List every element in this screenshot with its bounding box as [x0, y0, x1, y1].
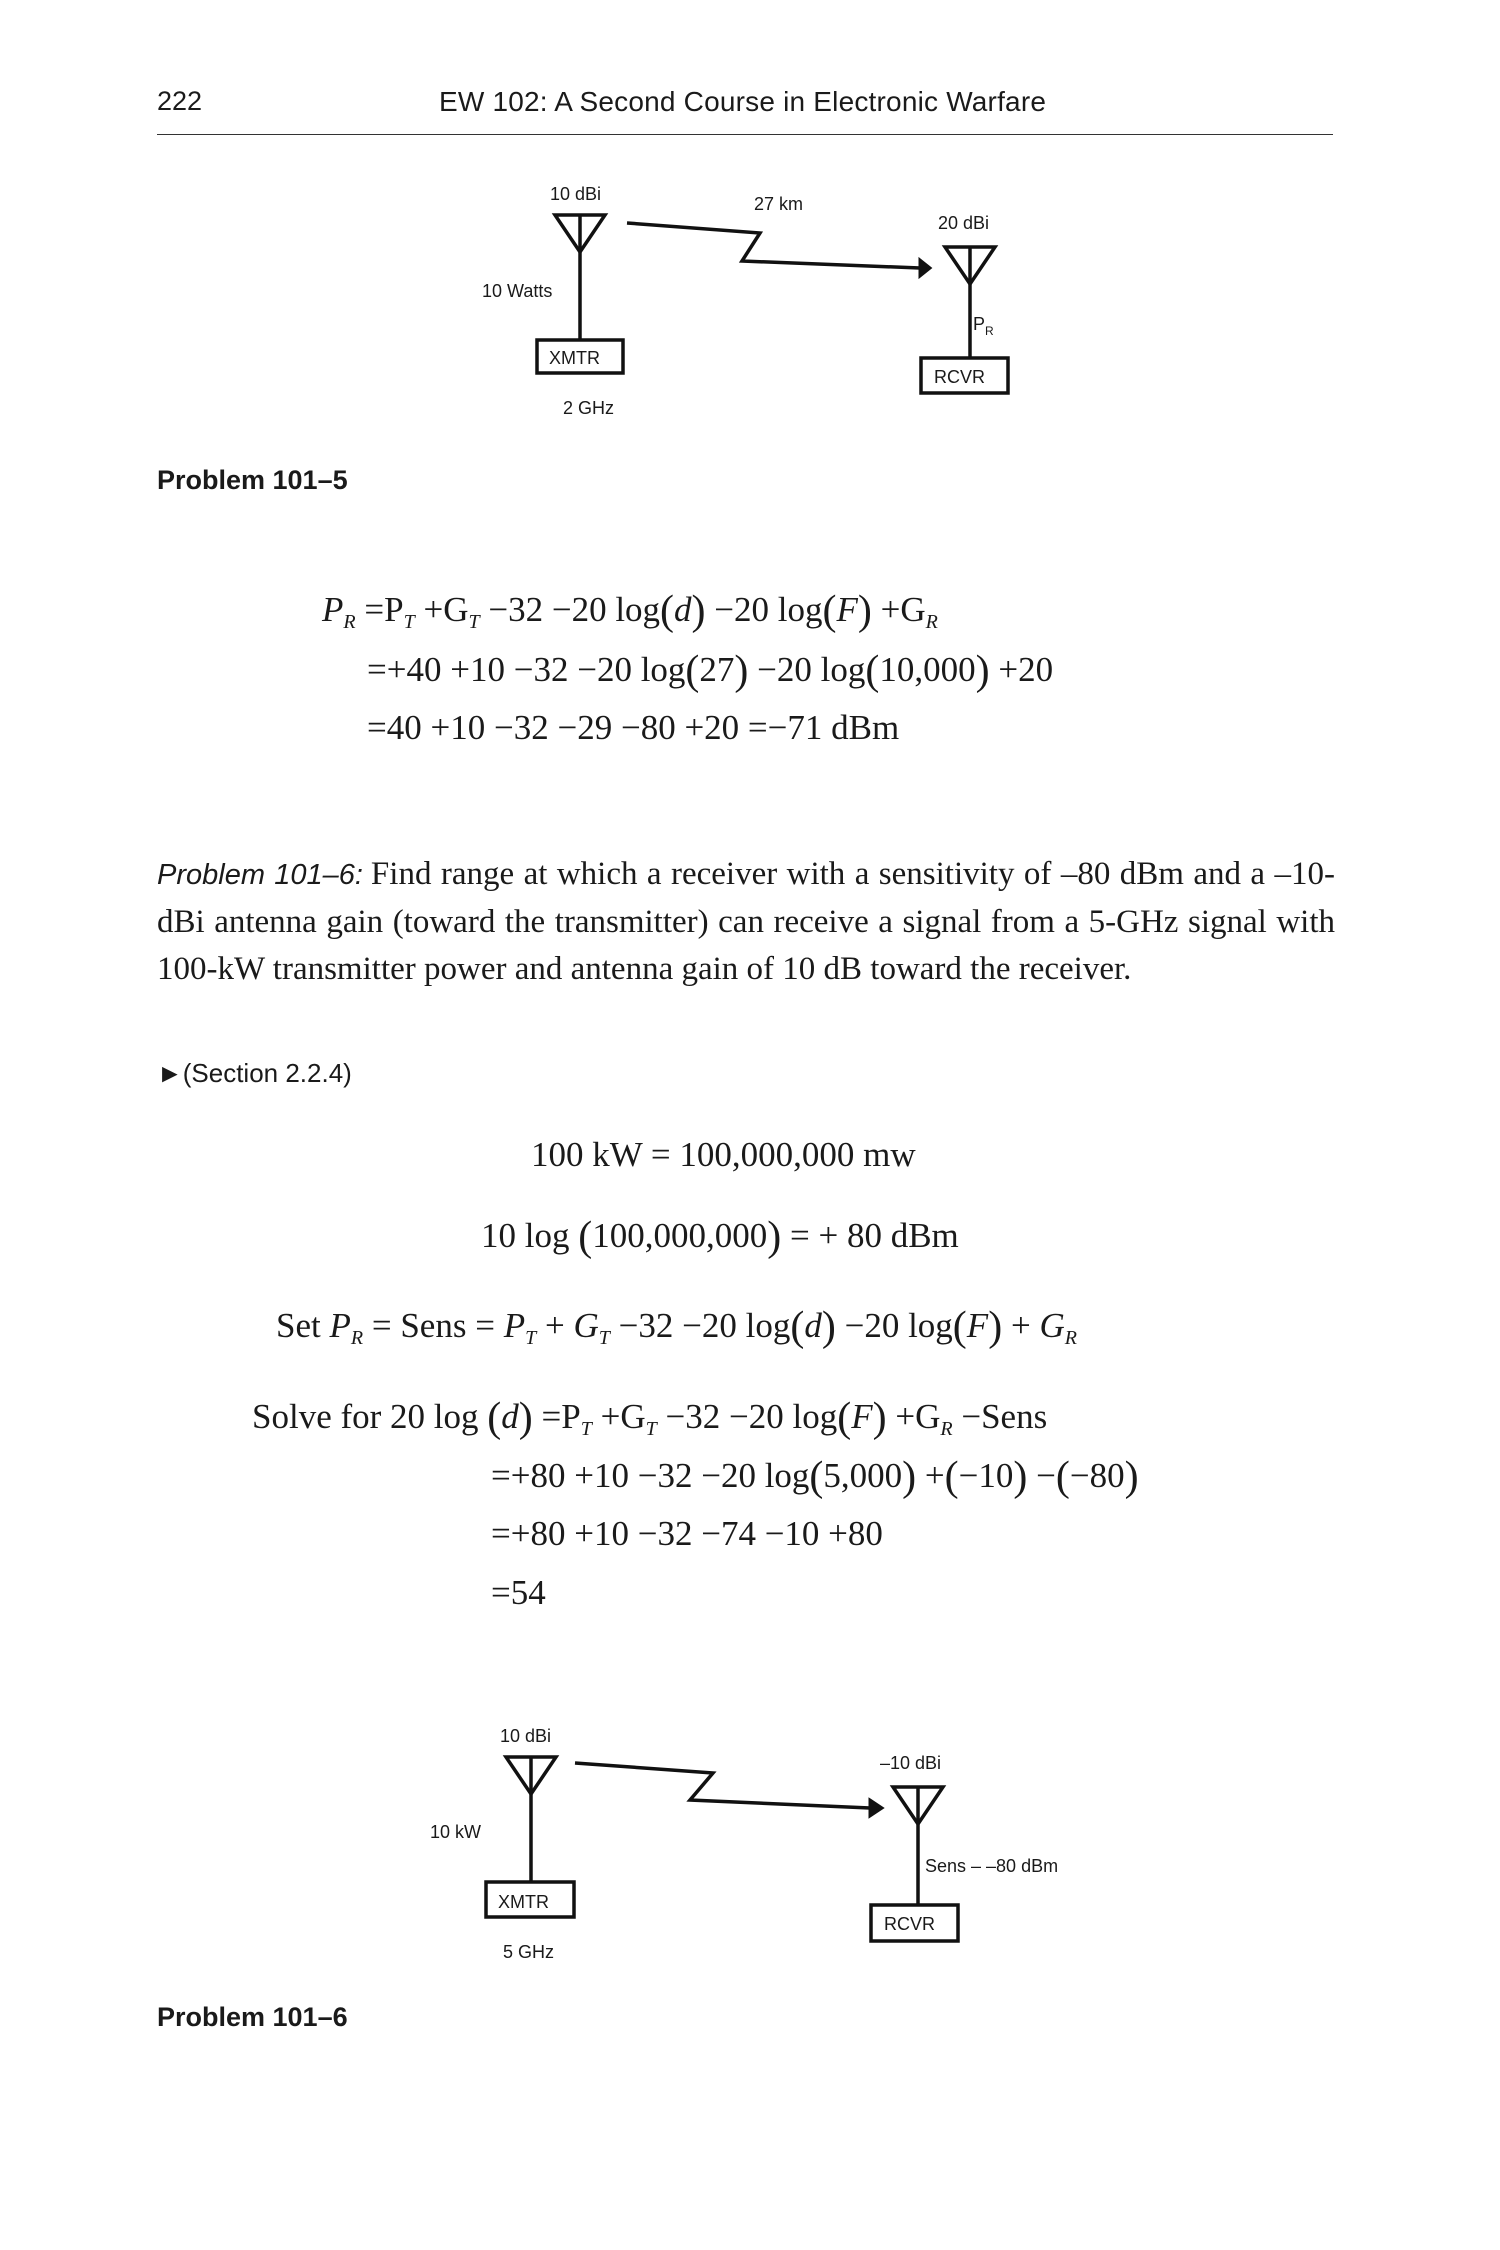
equation-101-5-line-3: =40 +10 −32 −29 −80 +20 =−71 dBm: [367, 708, 900, 747]
distance-label: 27 km: [754, 194, 804, 214]
header-rule: [157, 134, 1333, 135]
signal-arrow-icon: [920, 260, 930, 276]
frequency-label: 2 GHz: [563, 398, 615, 418]
equation-101-6-line-6: =+80 +10 −32 −74 −10 +80: [491, 1514, 883, 1553]
link-diagram-problem-6: [420, 1720, 1080, 1970]
equation-101-6-line-4: Solve for 20 $\log (d) =P_T +G_T -32 -20$ $\log(F) +G_R$ −Sens: [252, 1395, 1048, 1441]
running-title: EW 102: A Second Course in Electronic Warfare: [439, 86, 1047, 117]
page-number: 222: [157, 86, 203, 116]
equation-101-6-line-5: =+80 +10 −32 −20 log(5,000) +(−10) −(−80): [491, 1454, 1139, 1500]
tx-gain-label: 10 dBi: [550, 184, 602, 204]
signal-path: [575, 1763, 870, 1808]
signal-path: [627, 223, 920, 268]
equation-101-5-line-2: =+40 +10 −32 −20 log(27) −20 log(10,000) +20: [367, 648, 1054, 694]
xmtr-label: XMTR: [549, 348, 600, 368]
rcvr-label: RCVR: [934, 367, 986, 387]
problem-101-6-statement: [157, 851, 1335, 993]
tx-gain-label: 10 dBi: [500, 1726, 552, 1746]
problem-text: Find range at which a receiver with a sensitivity of –80 dBm and a –10-dBi antenna gain (toward the transmitter) can receive a signal from a 5-GHz signal with 100-kW transmitter power and antenna gain of 10 dB toward the receiver.: [157, 856, 1335, 987]
xmtr-label: XMTR: [498, 1892, 549, 1912]
equation-101-6-line-1: 100 kW = 100,000,000 mw: [531, 1135, 916, 1174]
section-reference: ►(Section 2.2.4): [157, 1058, 352, 1088]
equation-101-6-line-2: 10 log (100,000,000) = + 80 dBm: [481, 1214, 959, 1260]
figure-caption-101-5: Problem 101–5: [157, 465, 348, 495]
link-diagram-problem-5: [470, 180, 1030, 430]
rx-gain-label: –10 dBi: [880, 1753, 942, 1773]
figure-caption-101-6: Problem 101–6: [157, 2002, 348, 2032]
rx-gain-label: 20 dBi: [938, 213, 990, 233]
frequency-label: 5 GHz: [503, 1942, 555, 1962]
rx-sensitivity-label: Sens – –80 dBm: [925, 1856, 1059, 1876]
signal-arrow-icon: [870, 1800, 882, 1816]
equation-101-5-line-1: $P_R =P_T +G_T -32 -20$ log(d) −20 $\log(F) +G_R$: [322, 588, 938, 634]
equation-101-6-line-7: =54: [491, 1573, 546, 1612]
tx-power-label: 10 kW: [430, 1822, 482, 1842]
problem-label: Problem 101–6:: [157, 859, 363, 891]
tx-power-label: 10 Watts: [482, 281, 553, 301]
rx-power-label: $P_R$: [973, 314, 994, 338]
rcvr-label: RCVR: [884, 1914, 936, 1934]
equation-101-6-line-3: Set $P_R$ = Sens = $P_T + G_T -32 -20$ log(d) −20 $\log(F) + G_R$: [276, 1304, 1077, 1350]
